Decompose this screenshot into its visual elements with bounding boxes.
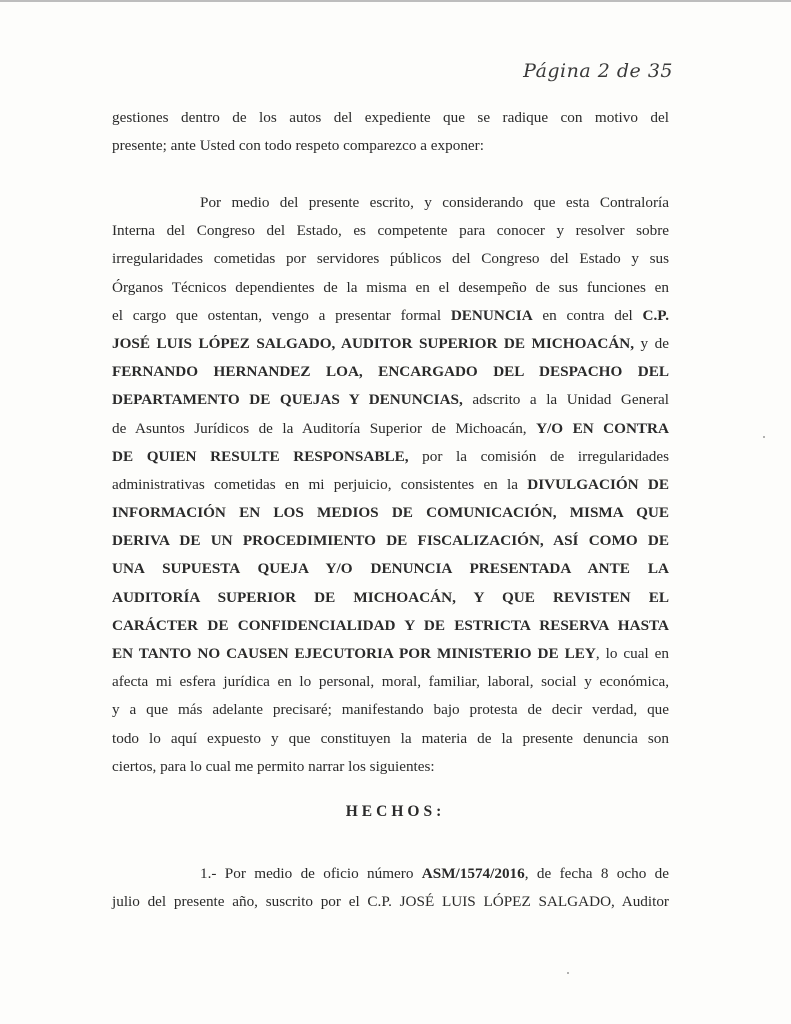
- text-line: gestiones dentro de los autos del expediente que se radique con motivo del: [112, 109, 669, 126]
- text-line: de Asuntos Jurídicos de la Auditoría Superior de Michoacán, Y/O EN CONTRA: [112, 419, 669, 437]
- text-line: y a que más adelante precisaré; manifestando bajo protesta de decir verdad, que: [112, 701, 669, 719]
- text-line: 1.- Por medio de oficio número ASM/1574/2016, de fecha 8 ocho de: [200, 865, 669, 882]
- text-line: ciertos, para lo cual me permito narrar los siguientes:: [112, 757, 435, 775]
- section-heading: HECHOS:: [345, 803, 446, 820]
- text-line: irregularidades cometidas por servidores públicos del Congreso del Estado y sus: [112, 250, 669, 268]
- text-line: DEPARTAMENTO DE QUEJAS Y DENUNCIAS, adscrito a la Unidad General: [112, 391, 669, 409]
- text-line: el cargo que ostentan, vengo a presentar formal DENUNCIA en contra del C.P.: [112, 306, 669, 324]
- text-line: CARÁCTER DE CONFIDENCIALIDAD Y DE ESTRICTA RESERVA HASTA: [112, 616, 669, 634]
- scan-speck: [763, 436, 765, 438]
- page-top-edge: [0, 0, 791, 2]
- paragraph-intro: [112, 104, 669, 160]
- text-line: julio del presente año, suscrito por el C.P. JOSÉ LUIS LÓPEZ SALGADO, Auditor: [112, 893, 669, 911]
- scan-speck: [567, 972, 569, 974]
- text-line: afecta mi esfera jurídica en lo personal, moral, familiar, laboral, social y económica,: [112, 673, 669, 691]
- text-line: administrativas cometidas en mi perjuicio, consistentes en la DIVULGACIÓN DE: [112, 475, 670, 493]
- text-line: Interna del Congreso del Estado, es competente para conocer y resolver sobre: [112, 222, 669, 240]
- text-line: JOSÉ LUIS LÓPEZ SALGADO, AUDITOR SUPERIOR DE MICHOACÁN, y de: [112, 334, 669, 352]
- paragraph-denuncia: [112, 189, 669, 781]
- text-line: DERIVA DE UN PROCEDIMIENTO DE FISCALIZACIÓN, ASÍ COMO DE: [112, 532, 669, 550]
- text-line: AUDITORÍA SUPERIOR DE MICHOACÁN, Y QUE REVISTEN EL: [112, 588, 669, 606]
- paragraph-hecho-1: [112, 860, 669, 916]
- text-line: Por medio del presente escrito, y considerando que esta Contraloría: [200, 194, 669, 211]
- text-line: Órganos Técnicos dependientes de la misma en el desempeño de sus funciones en: [112, 278, 669, 296]
- page-number: Página 2 de 35: [523, 60, 673, 82]
- text-line: EN TANTO NO CAUSEN EJECUTORIA POR MINISTERIO DE LEY, lo cual en: [112, 645, 669, 662]
- text-line: presente; ante Usted con todo respeto comparezco a exponer:: [112, 137, 484, 155]
- text-line: INFORMACIÓN EN LOS MEDIOS DE COMUNICACIÓN, MISMA QUE: [112, 504, 669, 522]
- text-line: todo lo aquí expuesto y que constituyen la materia de la presente denuncia son: [112, 729, 669, 747]
- text-line: FERNANDO HERNANDEZ LOA, ENCARGADO DEL DESPACHO DEL: [112, 363, 669, 381]
- text-line: DE QUIEN RESULTE RESPONSABLE, por la comisión de irregularidades: [112, 447, 669, 465]
- text-line: UNA SUPUESTA QUEJA Y/O DENUNCIA PRESENTADA ANTE LA: [112, 560, 669, 578]
